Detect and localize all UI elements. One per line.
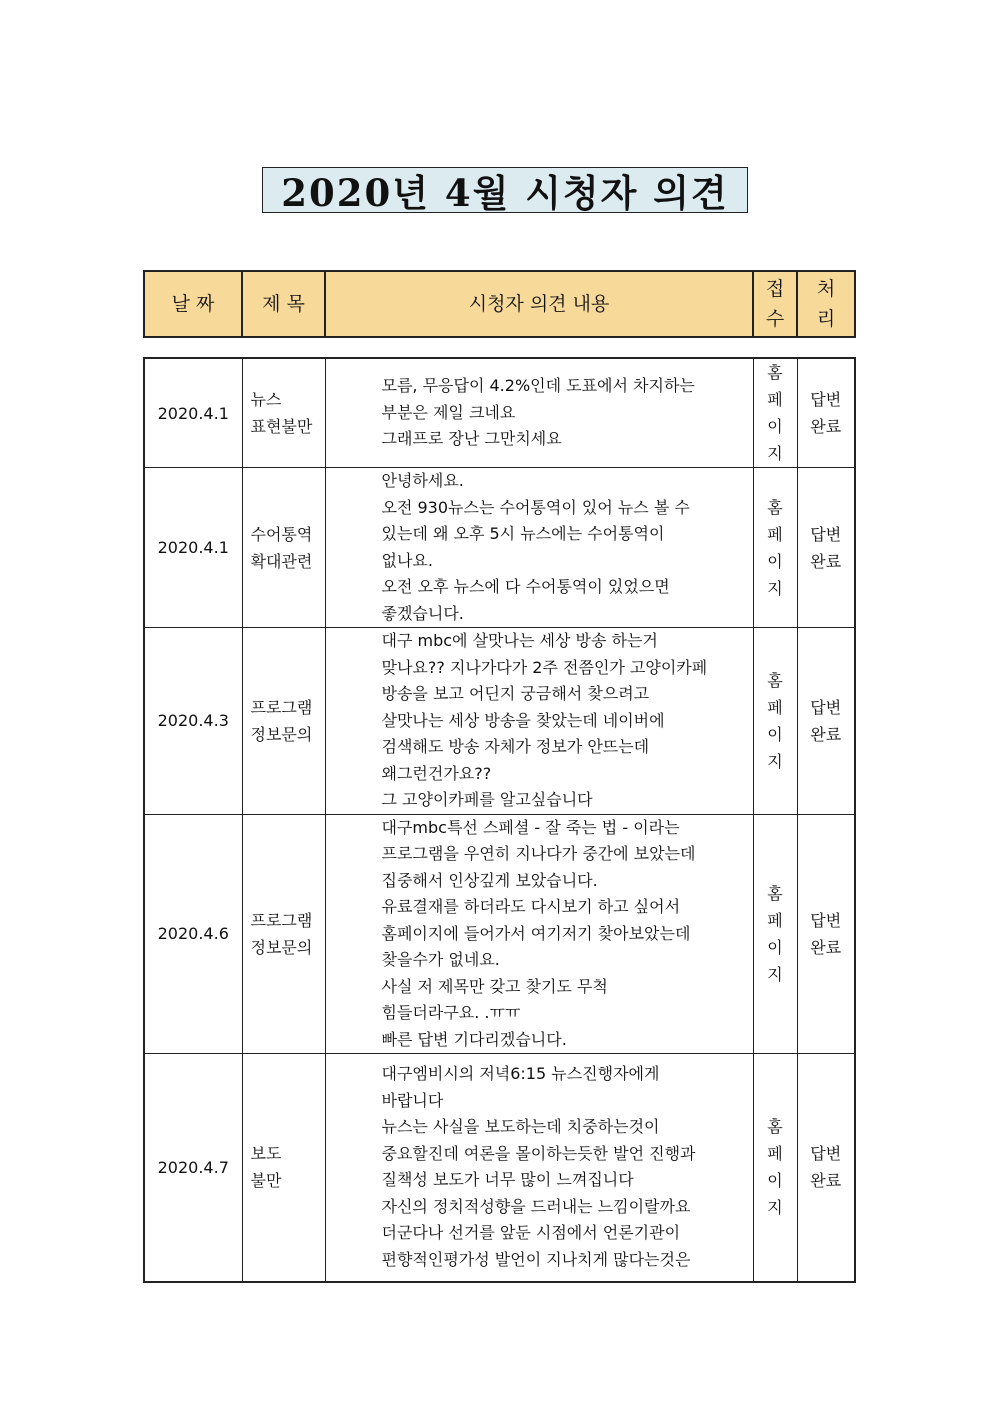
content-line: 대구엠비시의 저녁6:15 뉴스진행자에게 (381, 1064, 660, 1084)
content-line: 모름, 무응답이 4.2%인데 도표에서 차지하는 (381, 376, 695, 396)
subject-line: 정보문의 (250, 724, 313, 744)
process-line: 완료 (810, 417, 842, 436)
row-receipt (753, 468, 797, 628)
process-line: 완료 (810, 1171, 842, 1191)
subject-line: 뉴스 (250, 390, 282, 409)
row-process (797, 814, 855, 1054)
process-line: 완료 (810, 937, 842, 957)
process-line: 완료 (810, 724, 842, 744)
receipt-char: 페 (767, 390, 783, 409)
row-date: 2020.4.7 (144, 1054, 242, 1282)
receipt-char: 지 (767, 1198, 783, 1218)
content-line: 그 고양이카페를 알고싶습니다 (381, 790, 593, 809)
header-receipt: 접 수 (753, 271, 797, 337)
row-process (797, 468, 855, 628)
subject-line: 확대관련 (250, 551, 313, 571)
table-row (144, 1054, 855, 1282)
receipt-char: 페 (767, 910, 783, 930)
row-receipt (753, 1054, 797, 1282)
content-line: 프로그램을 우연히 지나다가 중간에 보았는데 (381, 844, 696, 863)
row-content (325, 628, 753, 815)
receipt-char: 이 (767, 417, 783, 436)
content-line: 방송을 보고 어딘지 궁금해서 찾으려고 (381, 684, 650, 703)
content-line: 오전 930뉴스는 수어통역이 있어 뉴스 볼 수 (381, 497, 690, 517)
content-line: 자신의 정치적성향을 드러내는 느낌이랄까요 (381, 1196, 691, 1216)
subject-line: 보도 (250, 1144, 282, 1164)
content-line: 대구mbc특선 스페셜 - 잘 죽는 법 - 이라는 (381, 817, 680, 837)
page-title: 2020년 4월 시청자 의견 (262, 167, 748, 213)
content-line: 오전 오후 뉴스에 다 수어통역이 있었으면 (381, 577, 670, 596)
opinion-table (143, 357, 856, 1283)
row-subject (242, 468, 325, 628)
header-subject: 제 목 (242, 271, 325, 337)
row-subject (242, 1054, 325, 1282)
row-process (797, 1054, 855, 1282)
content-line: 빠른 답변 기다리겠습니다. (381, 1029, 567, 1049)
row-process (797, 358, 855, 468)
row-subject (242, 814, 325, 1054)
receipt-char: 지 (767, 751, 783, 771)
receipt-char: 지 (767, 964, 783, 984)
table-row (144, 468, 855, 628)
content-line: 더군다나 선거를 앞둔 시점에서 언론기관이 (381, 1223, 681, 1243)
content-line: 찾을수가 없네요. (381, 950, 500, 969)
row-content (325, 468, 753, 628)
receipt-char: 홈 (767, 670, 783, 690)
receipt-char: 이 (767, 724, 783, 744)
table-header (143, 270, 856, 338)
row-subject (242, 628, 325, 815)
content-line: 대구 mbc에 살맛나는 세상 방송 하는거 (381, 631, 658, 650)
receipt-char: 페 (767, 1144, 783, 1164)
content-line: 맞나요?? 지나가다가 2주 전쯤인가 고양이카페 (381, 657, 708, 677)
content-line: 힘들더라구요. .ㅠㅠ (381, 1003, 521, 1022)
content-line: 안녕하세요. (381, 471, 464, 490)
process-line: 답변 (810, 697, 842, 717)
receipt-char: 지 (767, 444, 783, 463)
process-line: 답변 (810, 524, 842, 544)
row-date: 2020.4.6 (144, 814, 242, 1054)
content-line: 없나요. (381, 550, 433, 570)
subject-line: 프로그램 (250, 910, 313, 930)
subject-line: 정보문의 (250, 937, 313, 957)
row-date: 2020.4.1 (144, 468, 242, 628)
receipt-char: 이 (767, 937, 783, 957)
row-content (325, 814, 753, 1054)
row-content (325, 1054, 753, 1282)
content-line: 있는데 왜 오후 5시 뉴스에는 수어통역이 (381, 524, 665, 543)
row-receipt (753, 628, 797, 815)
row-content (325, 358, 753, 468)
content-line: 검색해도 방송 자체가 정보가 안뜨는데 (381, 737, 650, 756)
receipt-char: 홈 (767, 363, 783, 382)
process-line: 완료 (810, 551, 842, 571)
content-line: 중요할진데 여론을 몰이하는듯한 발언 진행과 (381, 1143, 696, 1163)
content-line: 좋겠습니다. (381, 603, 464, 623)
row-date: 2020.4.3 (144, 628, 242, 815)
content-line: 살맛나는 세상 방송을 찾았는데 네이버에 (381, 710, 665, 730)
subject-line: 수어통역 (250, 524, 313, 544)
receipt-char: 이 (767, 551, 783, 571)
table-row (144, 358, 855, 468)
content-line: 왜그런건가요?? (381, 763, 492, 783)
receipt-char: 홈 (767, 497, 783, 517)
header-content: 시청자 의견 내용 (325, 271, 753, 337)
content-line: 그래프로 장난 그만치세요 (381, 429, 562, 449)
table-row (144, 628, 855, 815)
process-line: 답변 (810, 1144, 842, 1164)
header-date: 날 짜 (144, 271, 242, 337)
row-receipt (753, 358, 797, 468)
content-line: 집중해서 인상깊게 보았습니다. (381, 870, 598, 890)
content-line: 뉴스는 사실을 보도하는데 치중하는것이 (381, 1117, 660, 1137)
process-line: 답변 (810, 910, 842, 930)
row-process (797, 628, 855, 815)
content-line: 홈페이지에 들어가서 여기저기 찾아보았는데 (381, 923, 691, 943)
row-date: 2020.4.1 (144, 358, 242, 468)
content-line: 편향적인평가성 발언이 지나치게 많다는것은 (381, 1249, 691, 1269)
subject-line: 불만 (250, 1171, 282, 1191)
receipt-char: 홈 (767, 1117, 783, 1137)
header-process: 처 리 (797, 271, 855, 337)
subject-line: 프로그램 (250, 697, 313, 717)
row-receipt (753, 814, 797, 1054)
receipt-char: 페 (767, 697, 783, 717)
content-line: 부분은 제일 크네요 (381, 402, 516, 422)
content-line: 질책성 보도가 너무 많이 느껴집니다 (381, 1170, 634, 1190)
receipt-char: 이 (767, 1171, 783, 1191)
content-line: 유료결재를 하더라도 다시보기 하고 싶어서 (381, 897, 681, 916)
subject-line: 표현불만 (250, 417, 313, 436)
receipt-char: 지 (767, 578, 783, 598)
table-row (144, 814, 855, 1054)
content-line: 사실 저 제목만 갖고 찾기도 무척 (381, 976, 608, 996)
receipt-char: 홈 (767, 883, 783, 903)
row-subject (242, 358, 325, 468)
process-line: 답변 (810, 390, 842, 409)
receipt-char: 페 (767, 524, 783, 544)
content-line: 바랍니다 (381, 1090, 444, 1110)
